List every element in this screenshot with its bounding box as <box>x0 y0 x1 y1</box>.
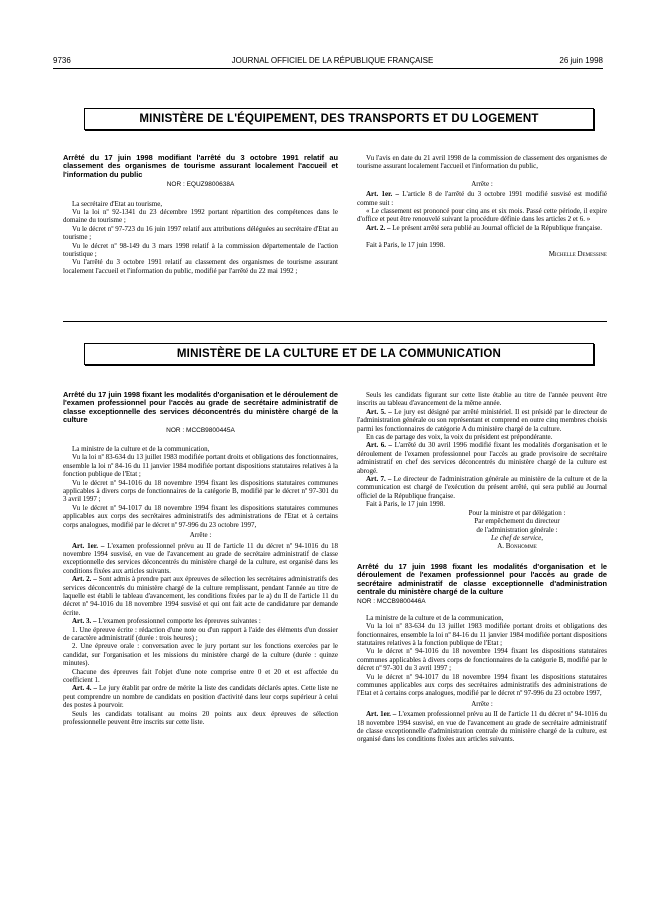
signature: Michelle Demessine <box>548 249 607 258</box>
article-text: L'examen professionnel comporte les épreuves suivantes : <box>98 617 261 626</box>
article-label: Art. 2. – <box>72 575 97 584</box>
journal-title: JOURNAL OFFICIEL DE LA RÉPUBLIQUE FRANÇAISE <box>231 56 434 65</box>
article-3 <box>63 617 338 625</box>
list-item: 1. Une épreuve écrite : rédaction d'une note ou d'un rapport à l'aide des éléments d'un dossier de caractère administratif (durée : trois heures) ; <box>63 625 338 642</box>
article-label: Art. 6. – <box>366 441 393 450</box>
arrete-heading: Arrête : <box>189 531 212 540</box>
nor-reference: NOR : MCCB9800445A <box>166 426 235 434</box>
paragraph: Vu le décret nº 97-723 du 16 juin 1997 relatif aux attributions déléguées au secrétaire d'Etat au tourisme ; <box>63 224 338 242</box>
done-at: Fait à Paris, le 17 juin 1998. <box>366 241 445 250</box>
article-1 <box>63 542 338 576</box>
decree-title: Arrêté du 17 juin 1998 modifiant l'arrêté du 3 octobre 1991 relatif au classement des organismes de tourisme assurant localement l'accueil et l'information du public <box>63 153 338 179</box>
nor-reference: NOR : EQUZ9800638A <box>166 181 235 189</box>
article-2 <box>357 224 607 232</box>
article-label: Art. 1er. – <box>366 190 400 199</box>
paragraph: Vu la loi nº 83-634 du 13 juillet 1983 modifiée portant droits et obligations des fonctionnaires, ensemble la loi nº 84-16 du 11 janvier 1984 modifiée portant dispositions statutaires relatives à la fonction publique de l'Etat ; <box>357 622 607 647</box>
article-text: L'article 8 de l'arrêté du 3 octobre 1991 modifié susvisé est modifié comme suit : <box>357 190 607 207</box>
article-7 <box>357 475 607 500</box>
paragraph: La secrétaire d'Etat au tourisme, <box>72 199 163 208</box>
decree-title: Arrêté du 17 juin 1998 fixant les modalités d'organisation et le déroulement de l'examen professionnel pour l'accès au grade de secrétaire administratif de classe exceptionnelle des services déconcentrés du ministère chargé de la culture <box>63 390 338 425</box>
article-text: L'examen professionnel prévu au II de l'article 11 du décret nº 94-1016 du 18 novembre 1994 susvisé, en vue de l'avancement au grade de secrétaire administratif de classe exceptionnelle d'administration centrale du ministère chargé de la culture, est organisé dans les conditions fixées aux articles suivants. <box>357 710 607 744</box>
article-text: Le jury établit par ordre de mérite la liste des candidats déclarés aptes. Cette liste ne peut comprendre un nombre de candidats en position d'activité dans leur corps supérieur à celui des postes à pourvoir. <box>63 684 339 710</box>
article-label: Art. 4. – <box>72 684 98 693</box>
paragraph: Vu l'avis en date du 21 avril 1998 de la commission de classement des organismes de tourisme assurant localement l'accueil et l'information du public, <box>357 154 607 171</box>
signature-line: Par empêchement du directeur <box>474 517 560 526</box>
article-label: Art. 2. – <box>366 223 391 232</box>
ministry-banner-culture: MINISTÈRE DE LA CULTURE ET DE LA COMMUNICATION <box>84 343 594 365</box>
article-text: Le jury est désigné par arrêté ministériel. Il est présidé par le directeur de l'administration générale ou son représentant et comprend en outre cinq membres choisis parmi les fonctionnaires de catégorie A du ministère chargé de la culture. <box>357 407 608 433</box>
paragraph: Vu le décret nº 94-1017 du 18 novembre 1994 fixant les dispositions statutaires communes applicables aux corps des secrétaires administratifs des administrations de l'Etat et à certains corps analogues, modifié par le décret nº 97-996 du 23 octobre 1997, <box>63 503 338 529</box>
article-1 <box>357 190 607 207</box>
done-at: Fait à Paris, le 17 juin 1998. <box>366 500 445 509</box>
article-label: Art. 7. – <box>366 475 392 484</box>
paragraph: Vu le décret nº 94-1016 du 18 novembre 1994 fixant les dispositions statutaires communes applicables à divers corps de fonctionnaires de la catégorie B, modifié par le décret nº 97-301 du 3 avril 1997 ; <box>357 647 607 673</box>
paragraph: Seuls les candidats figurant sur cette liste établie au titre de l'année peuvent être inscrits au tableau d'avancement de la même année. <box>357 391 607 408</box>
paragraph: Chacune des épreuves fait l'objet d'une note comprise entre 0 et 20 et est affectée du coefficient 1. <box>63 667 338 684</box>
signature-line: de l'administration générale : <box>476 525 558 534</box>
article-label: Art. 5. – <box>366 407 392 416</box>
article-label: Art. 1er. – <box>72 541 105 550</box>
page-number: 9736 <box>53 56 71 65</box>
paragraph: Vu le décret nº 94-1017 du 18 novembre 1994 fixant les dispositions statutaires communes applicables aux corps des secrétaires administratifs des administrations de l'Etat et à certains corps analogues, modifié par le décret nº 97-996 du 23 octobre 1997, <box>357 672 607 698</box>
s1-right-column <box>357 154 607 258</box>
paragraph: Vu le décret nº 98-149 du 3 mars 1998 relatif à la commission départementale de l'action touristique ; <box>63 241 338 259</box>
signature-line: Le chef de service, <box>490 533 544 542</box>
s2-left-column <box>63 391 338 726</box>
paragraph: Vu la loi nº 92-1341 du 23 décembre 1992 portant répartition des compétences dans le domaine du tourisme ; <box>63 208 338 225</box>
article-text: Le directeur de l'administration générale au ministère de la culture et de la communication est chargé de l'exécution du présent arrêté, qui sera publié au Journal officiel de la République française. <box>357 475 608 500</box>
quote: « Le classement est prononcé pour cinq ans et six mois. Passé cette période, il expire d'office et peut être renouvelé suivant la procédure définie dans les articles 2 et 6. » <box>357 207 607 224</box>
section-rule <box>63 321 607 322</box>
paragraph: Vu la loi nº 83-634 du 13 juillet 1983 modifiée portant droits et obligations des fonctionnaires, ensemble la loi nº 84-16 du 11 janvier 1984 modifiée portant dispositions statutaires relatives à la fonction publique de l'Etat ; <box>63 453 338 479</box>
issue-date: 26 juin 1998 <box>559 56 603 65</box>
article-text: L'examen professionnel prévu au II de l'article 11 du décret nº 94-1016 du 18 novembre 1994 susvisé, en vue de l'avancement au grade de secrétaire administratif de classe exceptionnelle des services déconcentrés du ministère chargé de la culture, est organisé dans les conditions fixées aux articles suivants. <box>63 541 338 575</box>
paragraph: Vu le décret nº 94-1016 du 18 novembre 1994 fixant les dispositions statutaires communes applicables à divers corps de fonctionnaires de la catégorie B, modifié par le décret nº 97-301 du 3 avril 1997 ; <box>63 478 338 504</box>
ministry-banner-equipement: MINISTÈRE DE L'ÉQUIPEMENT, DES TRANSPORTS ET DU LOGEMENT <box>84 108 594 130</box>
arrete-heading: Arrête : <box>471 179 493 188</box>
article-text: Sont admis à prendre part aux épreuves de sélection les secrétaires administratifs des services déconcentrés du ministère chargé de la culture remplissant, pendant l'année au titre de laquelle est établi le tableau d'avancement, les conditions fixées par le a) du II de l'article 11 du décret nº 94-1016 du 18 novembre 1994 susvisé et qui ont fait acte de candidature par demande écrite. <box>63 575 339 617</box>
paragraph: Vu l'arrêté du 3 octobre 1991 relatif au classement des organismes de tourisme assurant localement l'accueil et l'information du public, modifié par l'arrêté du 22 mai 1992 ; <box>63 258 338 275</box>
article-2 <box>63 575 338 617</box>
nor-reference: NOR : MCCB9800446A <box>357 598 426 606</box>
article-label: Art. 3. – <box>72 617 97 626</box>
decree-title: Arrêté du 17 juin 1998 fixant les modalités d'organisation et le déroulement de l'examen professionnel pour l'accès au grade de secrétaire administratif de classe exceptionnelle d'administration centrale du ministère chargé de la culture <box>357 561 607 596</box>
article-text: L'arrêté du 30 avril 1996 modifié fixant les modalités d'organisation et le déroulement de l'examen professionnel pour l'accès au grade provisoire de secrétaire administratif en chef des services déconcentrés du ministère chargé de la culture est abrogé. <box>357 441 607 475</box>
paragraph: La ministre de la culture et de la communication, <box>366 613 504 622</box>
s2-right-column <box>357 391 607 744</box>
article-1 <box>357 710 607 744</box>
article-label: Art. 1er. – <box>366 710 397 719</box>
article-text: Le présent arrêté sera publié au Journal officiel de la République française. <box>392 223 603 232</box>
paragraph: Seuls les candidats totalisant au moins 20 points aux deux épreuves de sélection professionnelle peuvent être inscrits sur cette liste. <box>63 709 338 727</box>
header-rule <box>53 68 603 69</box>
article-5 <box>357 408 607 433</box>
signature-line: Pour la ministre et par délégation : <box>468 508 566 517</box>
paragraph: La ministre de la culture et de la communication, <box>72 445 210 454</box>
article-6 <box>357 441 607 475</box>
s1-left-column <box>63 154 338 275</box>
article-4 <box>63 684 338 709</box>
arrete-heading: Arrête : <box>471 699 493 708</box>
list-item: 2. Une épreuve orale : conversation avec le jury portant sur les fonctions exercées par le candidat, sur l'organisation et les missions du ministère chargé de la culture (durée : quinze minutes). <box>63 642 338 668</box>
paragraph: En cas de partage des voix, la voix du président est prépondérante. <box>366 433 553 442</box>
signature: A. Bonhomme <box>497 542 537 551</box>
